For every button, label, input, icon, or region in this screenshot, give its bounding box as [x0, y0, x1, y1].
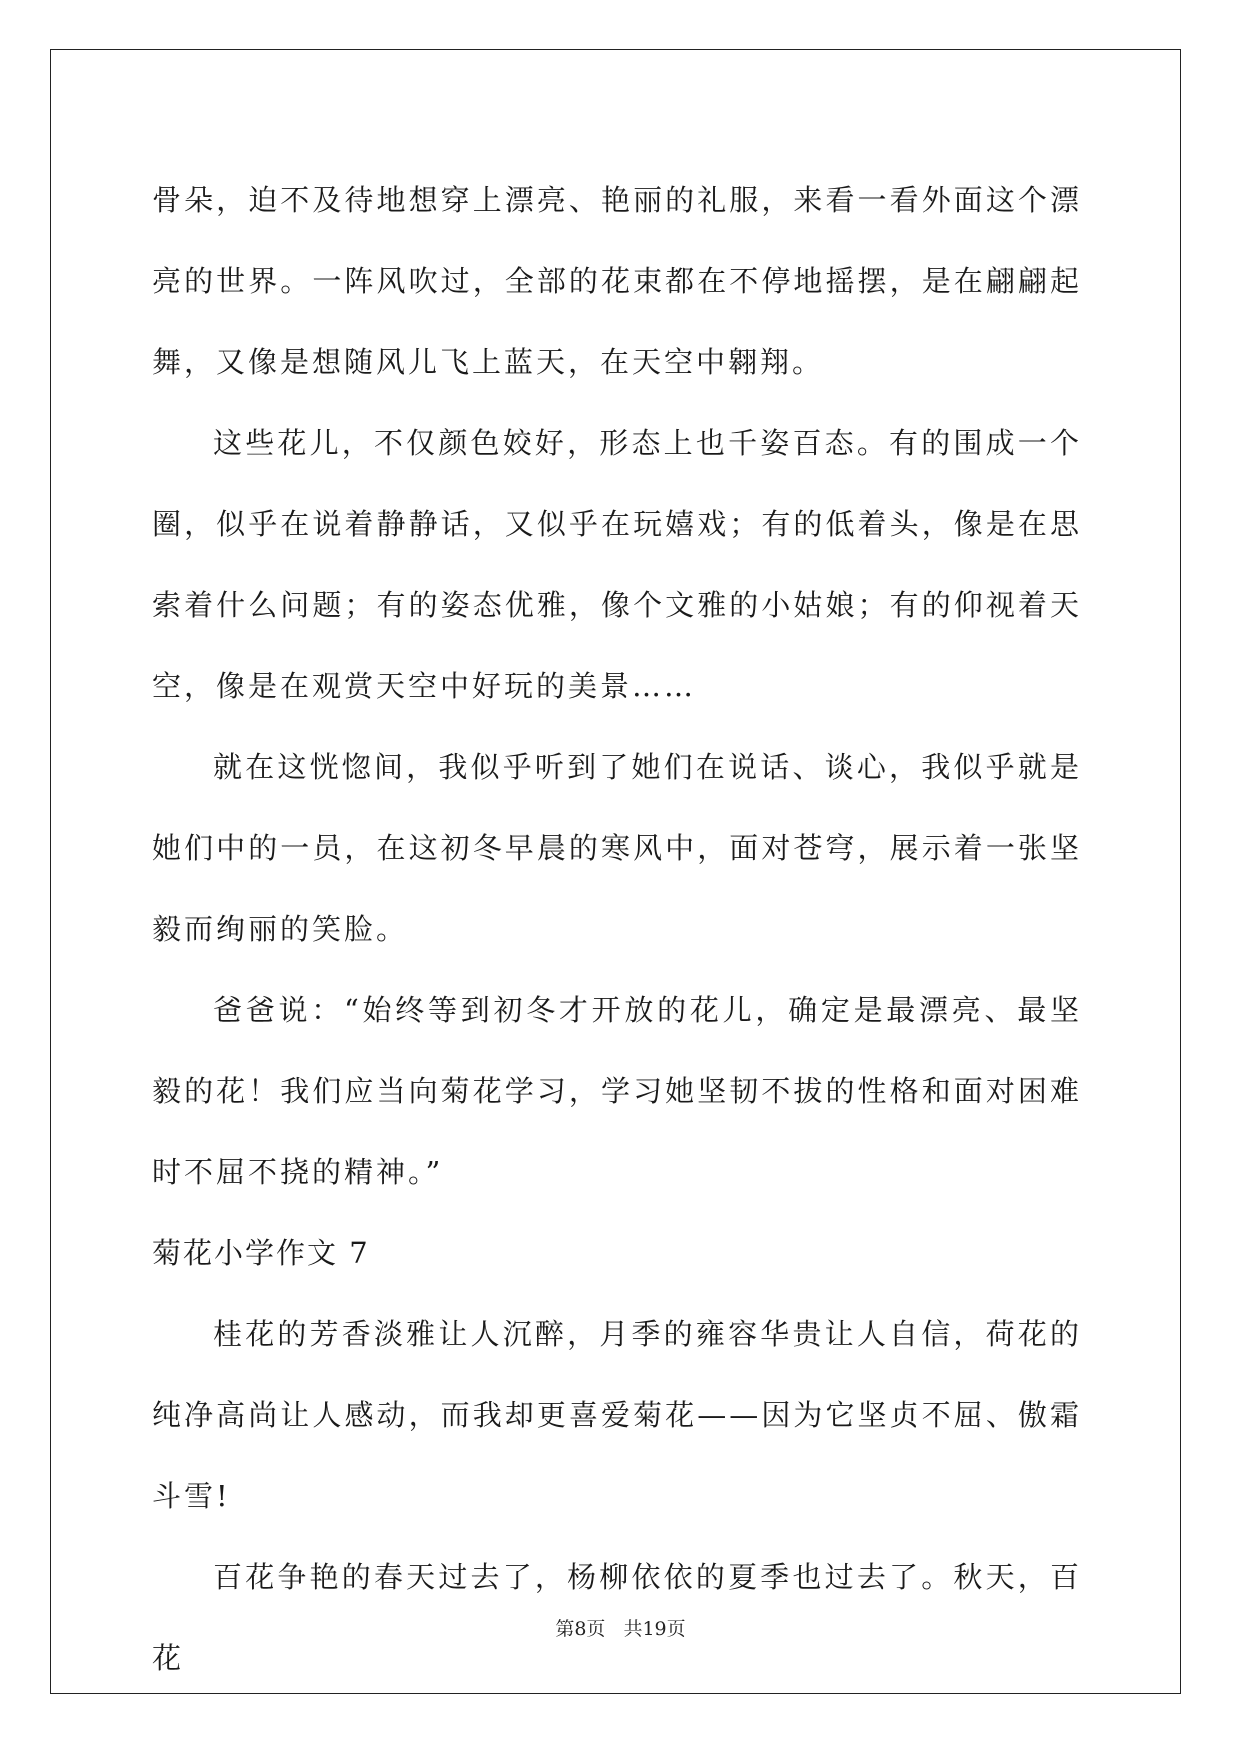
paragraph-2: 这些花儿，不仅颜色姣好，形态上也千姿百态。有的围成一个圈，似乎在说着静静话，又似乎在玩嬉戏；有的低着头，像是在思索着什么问题；有的姿态优雅，像个文雅的小姑娘；有的仰视着天空，像是在观赏天空中好玩的美景…… [152, 426, 1082, 703]
paragraph-3: 就在这恍惚间，我似乎听到了她们在说话、谈心，我似乎就是她们中的一员，在这初冬早晨的寒风中，面对苍穹，展示着一张坚毅而绚丽的笑脸。 [152, 750, 1082, 946]
page-number: 第8页 [555, 1618, 606, 1640]
paragraph-5: 桂花的芳香淡雅让人沉醉，月季的雍容华贵让人自信，荷花的纯净高尚让人感动，而我却更喜爱菊花——因为它坚贞不屈、傲霜斗雪! [152, 1317, 1082, 1513]
paragraph-4: 爸爸说：“始终等到初冬才开放的花儿，确定是最漂亮、最坚毅的花！我们应当向菊花学习，学习她坚韧不拔的性格和面对困难时不屈不挠的精神。” [152, 993, 1082, 1189]
paragraph-1: 骨朵，迫不及待地想穿上漂亮、艳丽的礼服，来看一看外面这个漂亮的世界。一阵风吹过，全部的花束都在不停地摇摆，是在翩翩起舞，又像是想随风儿飞上蓝天，在天空中翱翔。 [152, 183, 1082, 379]
section-heading: 菊花小学作文 7 [152, 1236, 370, 1270]
document-body [152, 160, 1082, 1699]
page-total: 共19页 [623, 1618, 686, 1640]
page-footer [0, 1614, 1241, 1641]
paragraph-6: 百花争艳的春天过去了，杨柳依依的夏季也过去了。秋天，百花 [152, 1560, 1082, 1675]
